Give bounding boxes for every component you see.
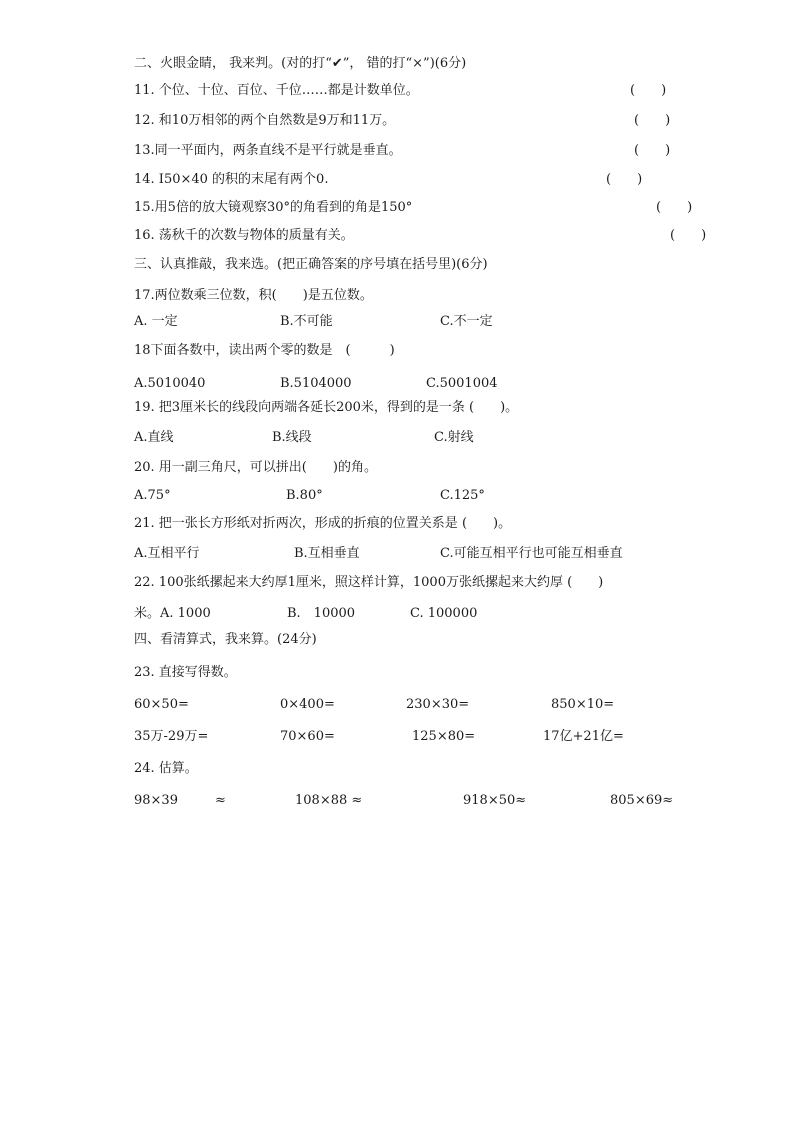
- section-heading-choose: 三、认真推敲，我来选。(把正确答案的序号填在括号里)(6分): [134, 257, 488, 272]
- question-22: 22. 100张纸摞起来大约厚1厘米，照这样计算，1000万张纸摞起来大约厚 ( ): [134, 575, 604, 590]
- calc-item: 125×80=: [412, 729, 476, 744]
- approx-sign: ≈: [215, 793, 226, 808]
- estimate-item: 108×88 ≈: [295, 793, 363, 808]
- estimate-item: 98×39: [134, 793, 178, 808]
- question-17: 17.两位数乘三位数，积( )是五位数。: [134, 288, 373, 303]
- question-21: 21. 把一张长方形纸对折两次，形成的折痕的位置关系是 ( )。: [134, 516, 512, 531]
- calc-item: 70×60=: [280, 729, 335, 744]
- calc-item: 230×30=: [406, 697, 470, 712]
- question-16: 16. 荡秋千的次数与物体的质量有关。: [134, 228, 354, 243]
- calc-item: 17亿+21亿=: [543, 729, 624, 744]
- option-20-a[interactable]: A.75°: [134, 488, 171, 503]
- option-19-b[interactable]: B.线段: [272, 430, 312, 445]
- option-19-a[interactable]: A.直线: [134, 430, 174, 445]
- calc-item: 35万-29万=: [134, 729, 209, 744]
- answer-blank-12[interactable]: ( ): [634, 113, 671, 128]
- option-20-b[interactable]: B.80°: [286, 488, 323, 503]
- question-11: 11. 个位、十位、百位、千位……都是计数单位。: [134, 83, 419, 98]
- answer-blank-13[interactable]: ( ): [634, 143, 671, 158]
- calc-item: 60×50=: [134, 697, 189, 712]
- section-heading-calculate: 四、看清算式，我来算。(24分): [134, 632, 317, 647]
- question-24: 24. 估算。: [134, 761, 198, 776]
- question-12: 12. 和10万相邻的两个自然数是9万和11万。: [134, 113, 396, 128]
- question-22-continued[interactable]: 米。A. 1000: [134, 606, 211, 621]
- calc-item: 0×400=: [280, 697, 335, 712]
- option-21-c[interactable]: C.可能互相平行也可能互相垂直: [440, 546, 623, 561]
- calc-item: 850×10=: [551, 697, 615, 712]
- option-18-c[interactable]: C.5001004: [426, 376, 498, 391]
- question-23: 23. 直接写得数。: [134, 665, 237, 680]
- question-19: 19. 把3厘米长的线段向两端各延长200米，得到的是一条 ( )。: [134, 400, 519, 415]
- estimate-item: 805×69≈: [610, 793, 674, 808]
- question-18: 18下面各数中，读出两个零的数是 ( ): [134, 343, 395, 358]
- option-19-c[interactable]: C.射线: [434, 430, 474, 445]
- option-18-a[interactable]: A.5010040: [134, 376, 206, 391]
- option-20-c[interactable]: C.125°: [440, 488, 485, 503]
- answer-blank-14[interactable]: ( ): [606, 172, 643, 187]
- option-22-b[interactable]: B. 10000: [287, 606, 356, 621]
- question-14: 14. I50×40 的积的末尾有两个0.: [134, 172, 329, 187]
- option-17-b[interactable]: B.不可能: [280, 314, 333, 329]
- answer-blank-15[interactable]: ( ): [656, 200, 693, 215]
- option-17-a[interactable]: A. 一定: [134, 314, 178, 329]
- question-20: 20. 用一副三角尺，可以拼出( )的角。: [134, 460, 377, 475]
- question-15: 15.用5倍的放大镜观察30°的角看到的角是150°: [134, 200, 413, 215]
- option-21-b[interactable]: B.互相垂直: [294, 546, 360, 561]
- option-18-b[interactable]: B.5104000: [280, 376, 352, 391]
- answer-blank-11[interactable]: ( ): [630, 83, 667, 98]
- option-17-c[interactable]: C.不一定: [440, 314, 493, 329]
- section-heading-judge: 二、火眼金睛， 我来判。(对的打“✔”， 错的打“×”)(6分): [134, 56, 467, 71]
- option-21-a[interactable]: A.互相平行: [134, 546, 200, 561]
- question-13: 13.同一平面内，两条直线不是平行就是垂直。: [134, 143, 402, 158]
- option-22-c[interactable]: C. 100000: [410, 606, 478, 621]
- answer-blank-16[interactable]: ( ): [670, 228, 707, 243]
- estimate-item: 918×50≈: [463, 793, 527, 808]
